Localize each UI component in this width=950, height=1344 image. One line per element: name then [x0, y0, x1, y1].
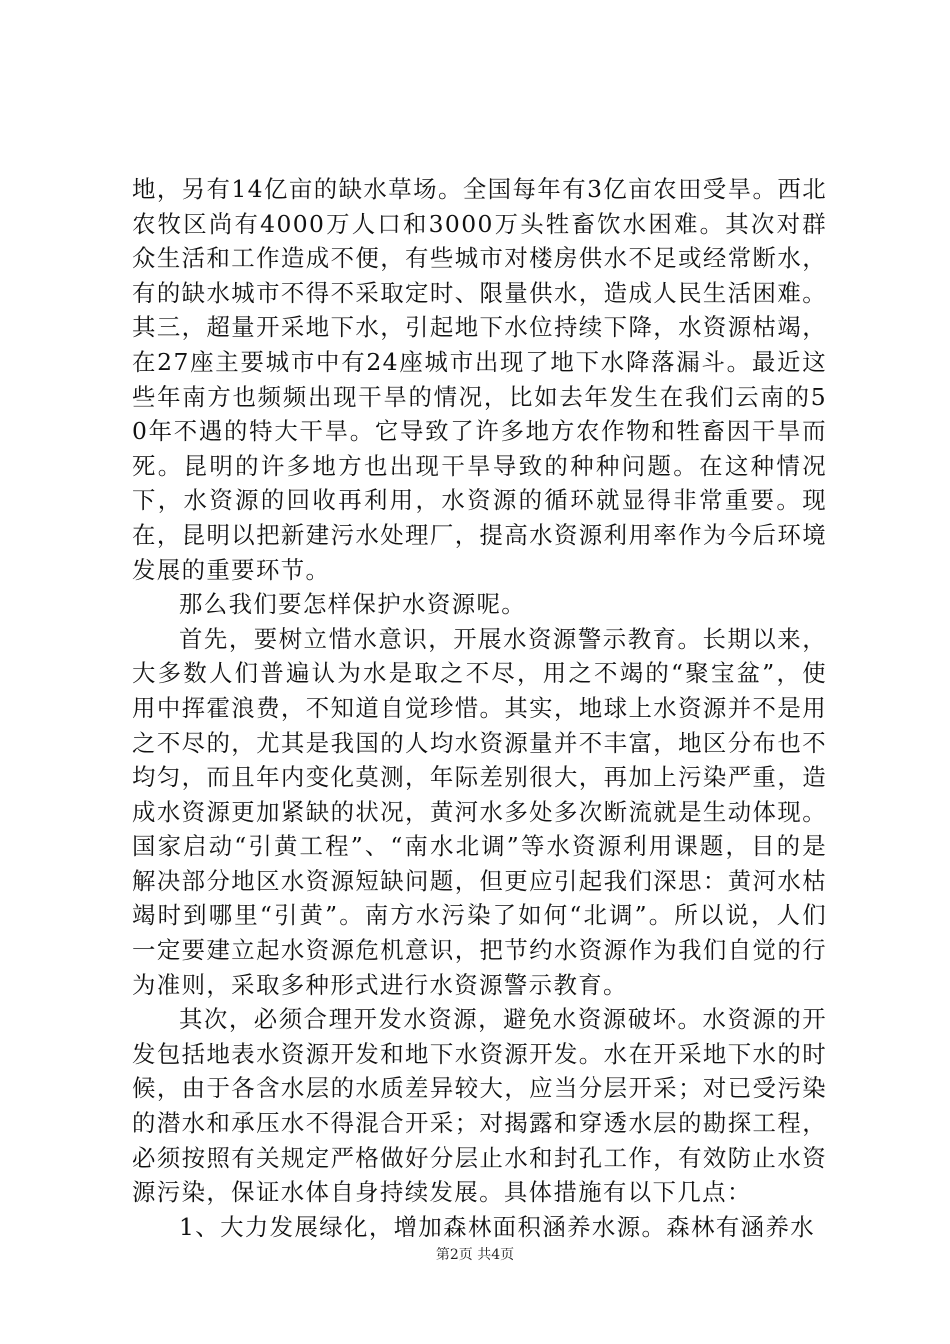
paragraph-how-to-protect-question: 那么我们要怎样保护水资源呢。: [179, 590, 527, 619]
paragraph-measure-afforestation: 1、大力发展绿化，增加森林面积涵养水源。森林有涵养水: [179, 1212, 816, 1241]
paragraph-water-saving-awareness: 首先，要树立惜水意识，开展水资源警示教育。长期以来，大多数人们普遍认为水是取之不尽，用之不竭的“聚宝盆”，使用中挥霍浪费，不知道自觉珍惜。其实，地球上水资源并不是用之不尽的，尤其是我国的人均水资源量并不丰富，地区分布也不均匀，而且年内变化莫测，年际差别很大，再加上污染严重，造成水资源更加紧缺的状况，黄河水多处多次断流就是生动体现。国家启动“引黄工程”、“南水北调”等水资源利用课题，目的是解决部分地区水资源短缺问题，但更应引起我们深思：黄河水枯竭时到哪里“引黄”。南方水污染了如何“北调”。所以说，人们一定要建立起水资源危机意识，把节约水资源作为我们自觉的行为准则，采取多种形式进行水资源警示教育。: [132, 624, 827, 999]
paragraph-rational-development: 其次，必须合理开发水资源，避免水资源破坏。水资源的开发包括地表水资源开发和地下水资源开发。水在开采地下水的时候，由于各含水层的水质差异较大，应当分层开采；对已受污染的潜水和承压水不得混合开采；对揭露和穿透水层的勘探工程，必须按照有关规定严格做好分层止水和封孔工作，有效防止水资源污染，保证水体自身持续发展。具体措施有以下几点：: [132, 1005, 827, 1207]
document-body: [132, 172, 827, 1244]
paragraph-water-shortage-impacts: 地，另有14亿亩的缺水草场。全国每年有3亿亩农田受旱。西北农牧区尚有4000万人口和3000万头牲畜饮水困难。其次对群众生活和工作造成不便，有些城市对楼房供水不足或经常断水，有的缺水城市不得不采取定时、限量供水，造成人民生活困难。其三，超量开采地下水，引起地下水位持续下降，水资源枯竭，在27座主要城市中有24座城市出现了地下水降落漏斗。最近这些年南方也频频出现干旱的情况，比如去年发生在我们云南的50年不遇的特大干旱。它导致了许多地方农作物和牲畜因干旱而死。昆明的许多地方也出现干旱导致的种种问题。在这种情况下，水资源的回收再利用，水资源的循环就显得非常重要。现在，昆明以把新建污水处理厂，提高水资源利用率作为今后环境发展的重要环节。: [132, 175, 827, 584]
page-number-footer: 第2页 共4页: [435, 1247, 515, 1263]
